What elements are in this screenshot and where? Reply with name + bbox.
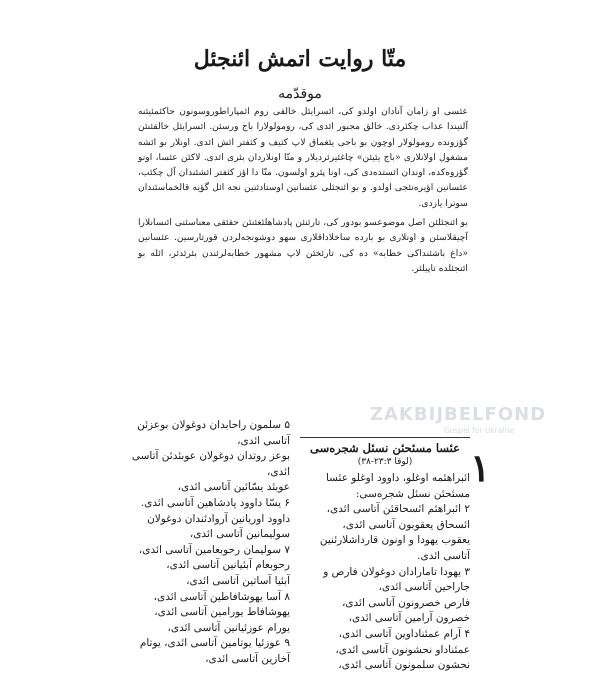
verse-line: ۹ عوزئيا يوتامين آتاسی ائدی، يوتام bbox=[139, 637, 290, 650]
intro-heading: موقدّمه bbox=[278, 86, 322, 102]
intro-paragraph: عئسی او زامان آنادان اولدو کی، ائسرايئل خالقی روم ائمپاراطورو‌سونون حاکئمئيئنه آلتیندا عذاب چکئردی. خالق مجبور ائدی کی، رومولولارا باج ورسئن. ائسرايئل خالقئنئن گؤزونده رومولولار اوچون بو باجی يئغماق لاپ کثيف و کثفتر ائش ائدی. اونلار بو ائشه مشغول اولانلاری «باج يئيئن» چاغئيرئرديلار و متّا اونلاردان بئری ائدی. لاکئن عئسا، اونو گؤزوه‌کده، اوندان ائستده‌دی کی، اونا پئرو اولسون. متّا دا اؤز کثفتر ائشئندان آل چکئب، عئسانین اؤيره‌نئجی اولدو. و بو ائنجئلی عئسانين اوستادئنين نجه ائل گؤيه قالخماسئندان سونرا يازدی. bbox=[138, 106, 468, 209]
verse-line: ۲ ائبراهئم ائسحاقئن آتاسی ائدی، bbox=[326, 503, 470, 516]
intro-text bbox=[138, 104, 468, 280]
verse-line: آبئيا آساتين آتاسی ائدی، bbox=[186, 574, 290, 587]
verse-line: ۸ آسا يهوشافاطين آتاسی ائدی، bbox=[153, 590, 290, 603]
verse-line: عوبئد يسّائين آتاسی ائدی، bbox=[177, 481, 290, 494]
verse-line: يهوشافاط يورامين آتاسی ائدی، bbox=[154, 606, 290, 619]
left-verse-list bbox=[130, 418, 290, 668]
verse-line: ۴ آرام عمئناداوين آتاسی ائدی، bbox=[338, 627, 470, 640]
verse-line: داوود اوريانين آروادئندان دوغولان bbox=[147, 512, 290, 525]
verse-line: ۷ سولیمان رحوبعامين آتاسی ائدی، bbox=[138, 543, 290, 556]
verse-line: ائبراهئمه اوغلو، داوود اوغلو عئسا bbox=[325, 472, 470, 484]
verse-line: ۳ يهودا تامارادان دوغولان فارص و bbox=[323, 565, 470, 578]
verse-line: آتاسی ائدی، bbox=[237, 434, 290, 447]
right-verse-list bbox=[300, 471, 470, 674]
watermark-sub-text: Gospel for Ukraine bbox=[444, 426, 514, 435]
left-column bbox=[130, 418, 290, 668]
verse-line: ۶ يسّا داوود پادشاهين آتاسی ائدی. bbox=[140, 496, 290, 509]
verse-line: بوعز روتدان دوغولان عوبئدئن آتاسی bbox=[131, 450, 290, 463]
section-heading: عئسا مسئحئن نسئل شجره‌سی bbox=[310, 441, 460, 455]
verse-line: مسئحئن نسئل شجره‌سی: bbox=[355, 487, 470, 500]
verse-line: يعقوب يهودا و اونون قارداشلارئنين bbox=[319, 534, 470, 547]
verse-line: فارص خصرونون آتاسی ائدی، bbox=[341, 596, 470, 609]
verse-line: يورام عوزئيانين آتاسی ائدی، bbox=[167, 621, 290, 634]
verse-line: جاراحين آتاسی ائدی، bbox=[378, 581, 470, 594]
book-title: متّا روايت اتمش ائنجئل bbox=[193, 46, 407, 72]
watermark-main-text: ZAKBIJBELFOND bbox=[370, 404, 547, 425]
right-column bbox=[300, 440, 470, 674]
verse-line: خصرون آرامين آتاسی ائدی، bbox=[348, 612, 470, 625]
section-reference: (لوقا ۲۳:۳-۳۸) bbox=[357, 457, 413, 467]
verse-line: رحوبعام آبئيانين آتاسی ائدی، bbox=[166, 559, 290, 572]
verse-line: ائدی، bbox=[267, 465, 290, 478]
verse-line: نحشون سلمونون آتاسی ائدی، bbox=[338, 659, 470, 672]
verse-line: سولیمانين آتاسی ائدی، bbox=[189, 528, 290, 541]
verse-line: آتاسی ائدی. bbox=[417, 549, 470, 562]
watermark-logo bbox=[370, 404, 547, 438]
verse-line: عمئناداو نحشونون آتاسی ائدی، bbox=[335, 643, 470, 656]
chapter-number: ۱ bbox=[470, 445, 491, 490]
section-rule bbox=[300, 437, 470, 438]
verse-line: ۵ سلمون راحابدان دوغولان بوعزئن bbox=[137, 419, 290, 431]
intro-paragraph: بو ائنجئلئن اصل موضوعسو بودور کی، تارئنئن پادشاهلئغئنئن حقئقی معناسئنی ائنسانلارا آچیقلاسئن و اونلاری بو بارده ساخلاداقلاری سهو دوشونجه‌لردن قورتارسین. عئسانین «داغ باشئنداکی خطابه» ده کی، تارئخئن لاپ مشهور خطابه‌لرئندن بئرئدئر، ائله بو ائنجئلده تاپيلئر. bbox=[138, 217, 468, 274]
verse-line: ائسحاق يعقوبون آتاسی ائدی، bbox=[342, 518, 470, 531]
verse-line: آخازين آتاسی ائدی، bbox=[205, 652, 290, 665]
